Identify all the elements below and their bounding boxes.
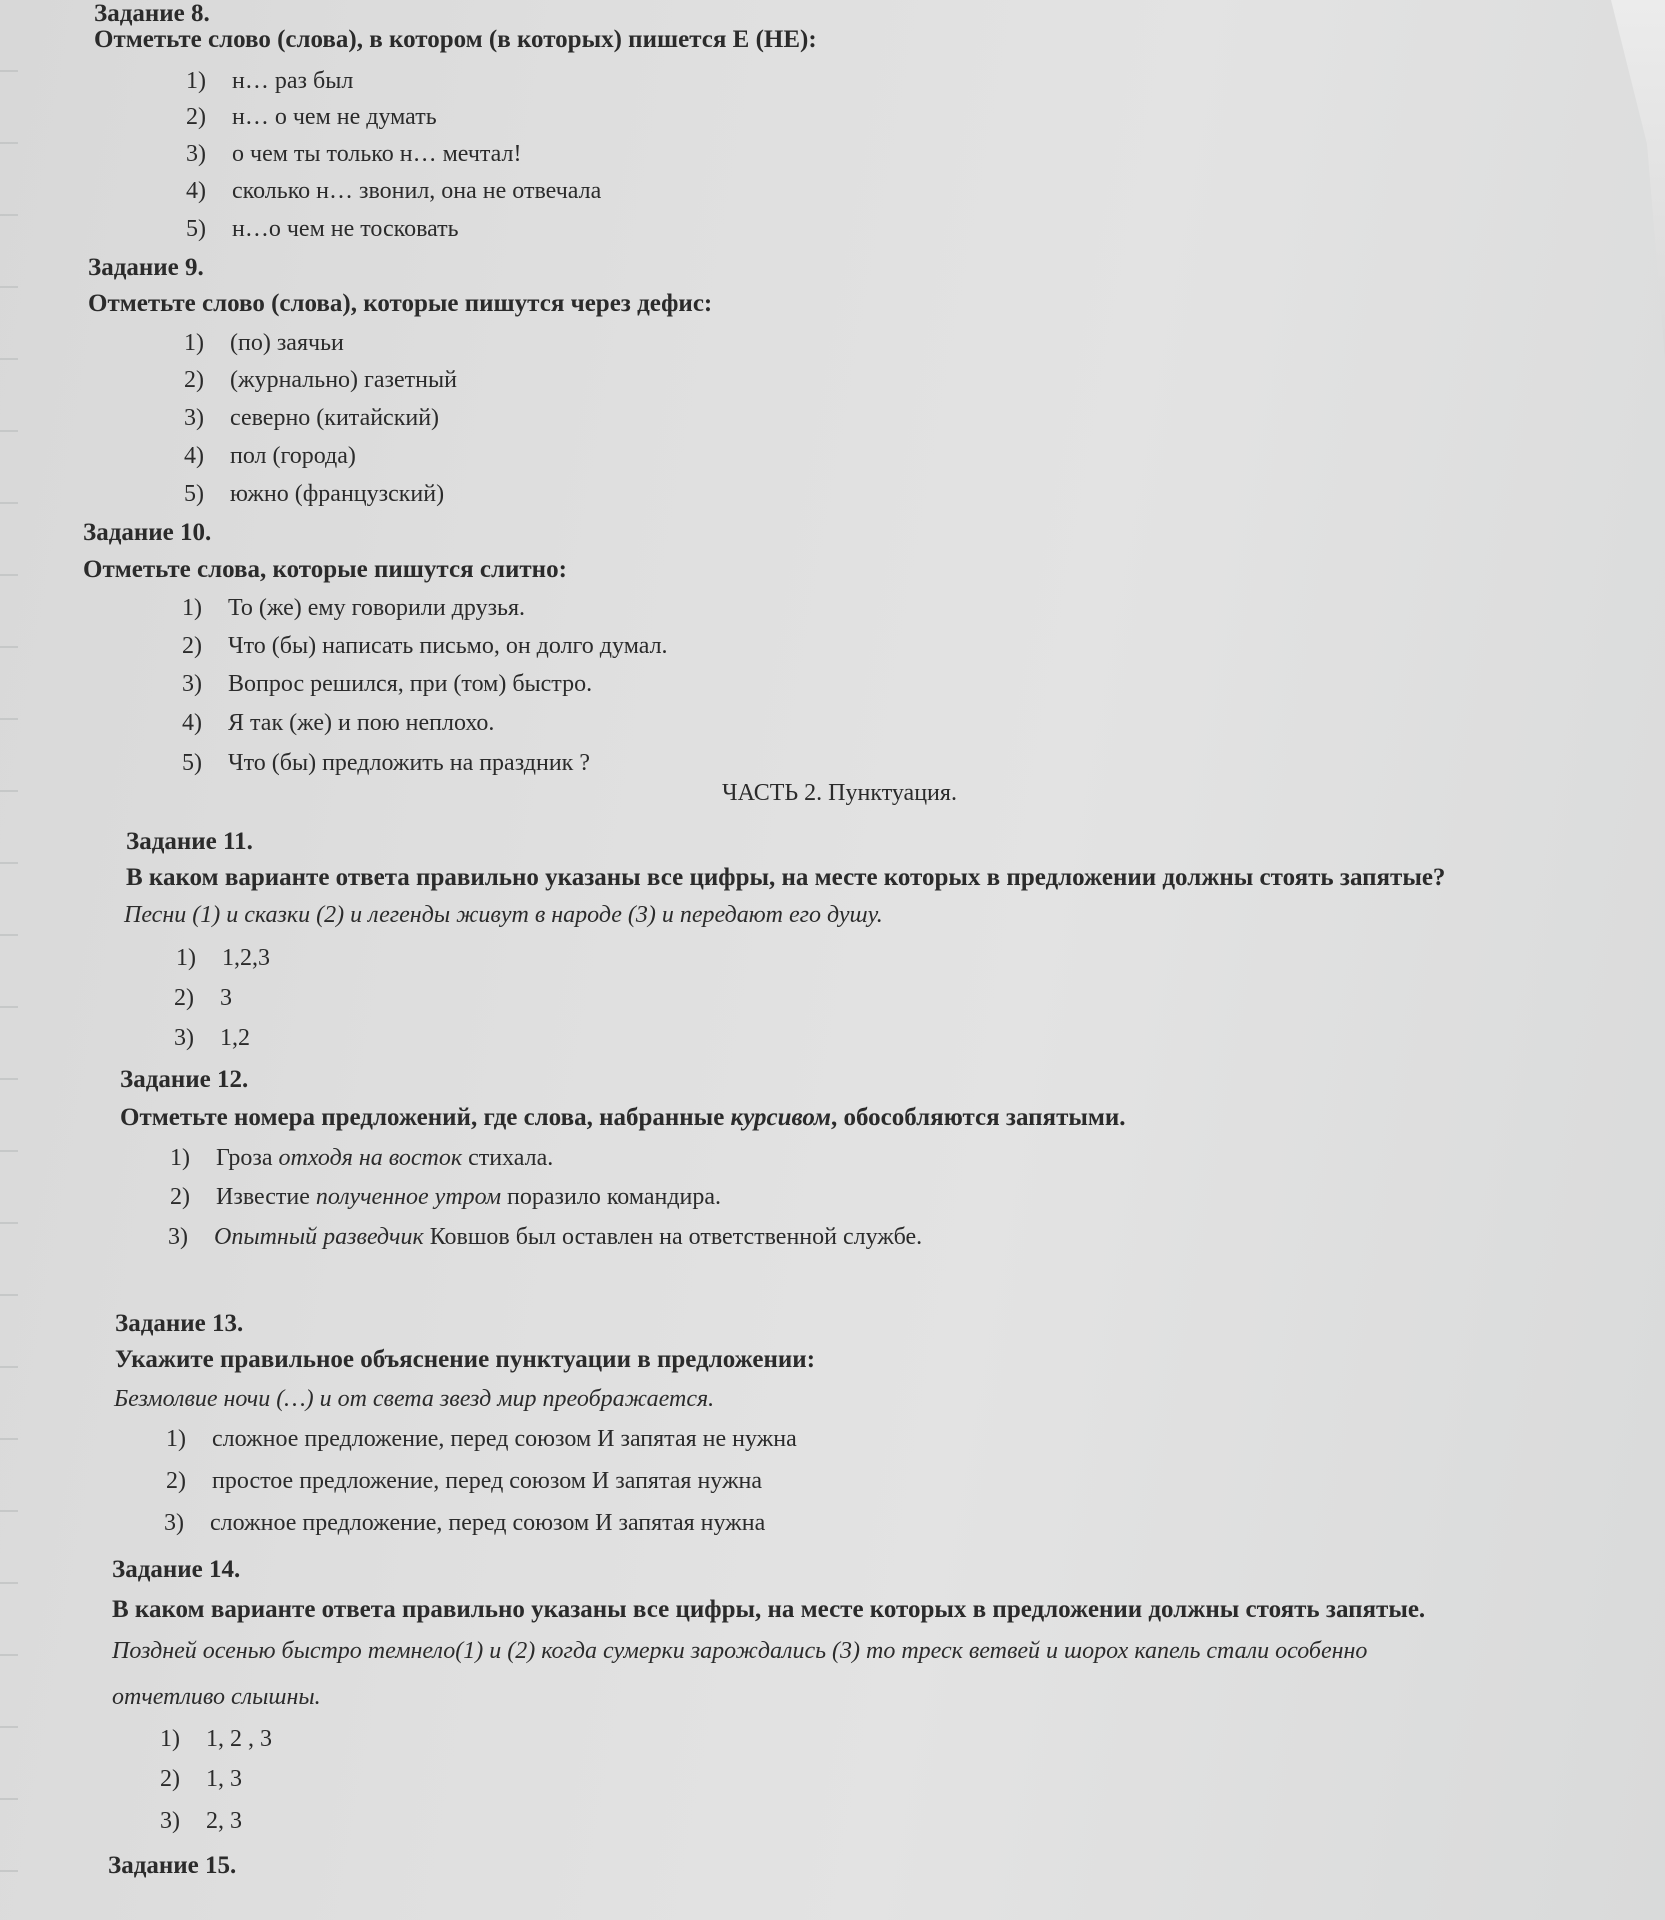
task-9-question: Отметьте слово (слова), которые пишутся через дефис: bbox=[88, 290, 713, 317]
task-10-option-5 bbox=[182, 750, 590, 777]
task-8-title: Задание 8. bbox=[94, 0, 210, 27]
option-number: 2) bbox=[160, 1766, 180, 1792]
part-2-heading: ЧАСТЬ 2. Пунктуация. bbox=[722, 780, 957, 806]
option-text: То (же) ему говорили друзья. bbox=[228, 595, 526, 621]
option-text: н… раз был bbox=[232, 68, 354, 94]
task-14-option-3 bbox=[160, 1808, 242, 1835]
option-number: 3) bbox=[182, 671, 202, 697]
option-text: северно (китайский) bbox=[230, 405, 440, 431]
option-text: (по) заячьи bbox=[230, 330, 344, 356]
task-11-question: В каком варианте ответа правильно указаны все цифры, на месте которых в предложении должны стоять запятые? bbox=[126, 864, 1446, 891]
option-number: 1) bbox=[170, 1145, 190, 1171]
option-text: 1,2,3 bbox=[222, 945, 270, 971]
option-text: 1, 2 , 3 bbox=[206, 1726, 272, 1752]
option-text: сложное предложение, перед союзом И запятая нужна bbox=[210, 1510, 766, 1536]
option-text: сколько н… звонил, она не отвечала bbox=[232, 178, 602, 204]
task-13-question: Укажите правильное объяснение пунктуации в предложении: bbox=[115, 1346, 816, 1373]
option-number: 3) bbox=[168, 1224, 188, 1250]
task-14-title: Задание 14. bbox=[112, 1556, 241, 1583]
task-12-title: Задание 12. bbox=[120, 1066, 249, 1093]
task-10-option-4 bbox=[182, 710, 494, 737]
option-text: н…о чем не тосковать bbox=[232, 216, 459, 242]
task-12-option-1 bbox=[170, 1145, 553, 1172]
option-number: 3) bbox=[164, 1510, 184, 1536]
option-number: 1) bbox=[160, 1726, 180, 1752]
task-13-option-3 bbox=[164, 1510, 765, 1537]
task-9-option-4 bbox=[184, 443, 356, 470]
option-number: 4) bbox=[184, 443, 204, 469]
task-12-option-3 bbox=[168, 1224, 922, 1251]
option-italic-text: Опытный разведчик bbox=[214, 1224, 424, 1250]
task-13-title: Задание 13. bbox=[115, 1310, 244, 1337]
option-text-end: Ковшов был оставлен на ответственной службе. bbox=[423, 1224, 923, 1250]
option-number: 5) bbox=[186, 216, 206, 242]
option-text: Что (бы) предложить на праздник ? bbox=[228, 750, 590, 776]
option-text: 3 bbox=[220, 985, 232, 1011]
option-number: 1) bbox=[182, 595, 202, 621]
option-number: 2) bbox=[186, 104, 206, 130]
task-8-option-4 bbox=[186, 178, 601, 205]
task-11-option-1 bbox=[176, 945, 270, 972]
option-text: Я так (же) и пою неплохо. bbox=[228, 710, 495, 736]
task-14-sentence-line-1: Поздней осенью быстро темнело(1) и (2) когда сумерки зарождались (3) то треск ветвей и шорох капель стали особенно bbox=[112, 1638, 1368, 1664]
option-number: 1) bbox=[184, 330, 204, 356]
option-number: 2) bbox=[184, 367, 204, 393]
option-text: Вопрос решился, при (том) быстро. bbox=[228, 671, 593, 697]
option-text: простое предложение, перед союзом И запятая нужна bbox=[212, 1468, 763, 1494]
task-8-question: Отметьте слово (слова), в котором (в которых) пишется Е (НЕ): bbox=[94, 26, 817, 53]
task-8-option-5 bbox=[186, 216, 459, 243]
task-8-option-2 bbox=[186, 104, 437, 131]
task-13-option-2 bbox=[166, 1468, 762, 1495]
option-number: 4) bbox=[182, 710, 202, 736]
task-13-sentence: Безмолвие ночи (…) и от света звезд мир преображается. bbox=[114, 1386, 715, 1412]
option-number: 4) bbox=[186, 178, 206, 204]
option-text: Известие bbox=[216, 1184, 316, 1210]
task-9-option-5 bbox=[184, 481, 444, 508]
option-text: южно (французский) bbox=[230, 481, 445, 507]
option-text: 1, 3 bbox=[206, 1766, 242, 1792]
task-9-option-1 bbox=[184, 330, 344, 357]
task-10-option-1 bbox=[182, 595, 525, 622]
option-number: 1) bbox=[186, 68, 206, 94]
question-text: Отметьте номера предложений, где слова, набранные bbox=[120, 1104, 731, 1131]
task-8-option-1 bbox=[186, 68, 353, 95]
task-14-question: В каком варианте ответа правильно указаны все цифры, на месте которых в предложении должны стоять запятые. bbox=[112, 1596, 1426, 1623]
question-italic-word: курсивом bbox=[730, 1104, 831, 1131]
task-11-option-2 bbox=[174, 985, 232, 1012]
option-italic-text: полученное утром bbox=[315, 1184, 502, 1210]
option-number: 3) bbox=[160, 1808, 180, 1834]
task-10-option-3 bbox=[182, 671, 592, 698]
task-9-option-2 bbox=[184, 367, 457, 394]
option-text-end: поразило командира. bbox=[501, 1184, 722, 1210]
option-number: 3) bbox=[174, 1025, 194, 1051]
option-number: 3) bbox=[186, 141, 206, 167]
option-italic-text: отходя на восток bbox=[278, 1145, 463, 1171]
task-10-option-2 bbox=[182, 633, 668, 660]
task-13-option-1 bbox=[166, 1426, 797, 1453]
task-11-title: Задание 11. bbox=[126, 828, 253, 855]
task-14-option-1 bbox=[160, 1726, 272, 1753]
option-text: 1,2 bbox=[220, 1025, 250, 1051]
option-text: сложное предложение, перед союзом И запятая не нужна bbox=[212, 1426, 797, 1452]
task-10-question: Отметьте слова, которые пишутся слитно: bbox=[83, 556, 567, 583]
task-10-title: Задание 10. bbox=[83, 519, 212, 546]
option-text: (журнально) газетный bbox=[230, 367, 457, 393]
task-12-option-2 bbox=[170, 1184, 721, 1211]
task-12-question bbox=[120, 1104, 1126, 1132]
task-9-option-3 bbox=[184, 405, 439, 432]
option-number: 2) bbox=[174, 985, 194, 1011]
task-11-sentence: Песни (1) и сказки (2) и легенды живут в народе (3) и передают его душу. bbox=[124, 902, 883, 928]
option-text: Что (бы) написать письмо, он долго думал. bbox=[228, 633, 668, 659]
option-number: 2) bbox=[182, 633, 202, 659]
task-15-title: Задание 15. bbox=[108, 1852, 237, 1879]
option-text: о чем ты только н… мечтал! bbox=[232, 141, 522, 167]
option-text: н… о чем не думать bbox=[232, 104, 437, 130]
task-11-option-3 bbox=[174, 1025, 250, 1052]
task-8-option-3 bbox=[186, 141, 522, 168]
option-number: 5) bbox=[182, 750, 202, 776]
option-number: 2) bbox=[166, 1468, 186, 1494]
task-14-sentence-line-2: отчетливо слышны. bbox=[112, 1684, 321, 1710]
option-text-end: стихала. bbox=[462, 1145, 554, 1171]
task-14-option-2 bbox=[160, 1766, 242, 1793]
option-text: 2, 3 bbox=[206, 1808, 242, 1834]
option-number: 1) bbox=[176, 945, 196, 971]
option-number: 1) bbox=[166, 1426, 186, 1452]
option-number: 5) bbox=[184, 481, 204, 507]
option-number: 2) bbox=[170, 1184, 190, 1210]
option-text: пол (города) bbox=[230, 443, 356, 469]
option-number: 3) bbox=[184, 405, 204, 431]
question-text-end: , обособляются запятыми. bbox=[831, 1104, 1126, 1131]
option-text: Гроза bbox=[216, 1145, 279, 1171]
task-9-title: Задание 9. bbox=[88, 254, 204, 281]
